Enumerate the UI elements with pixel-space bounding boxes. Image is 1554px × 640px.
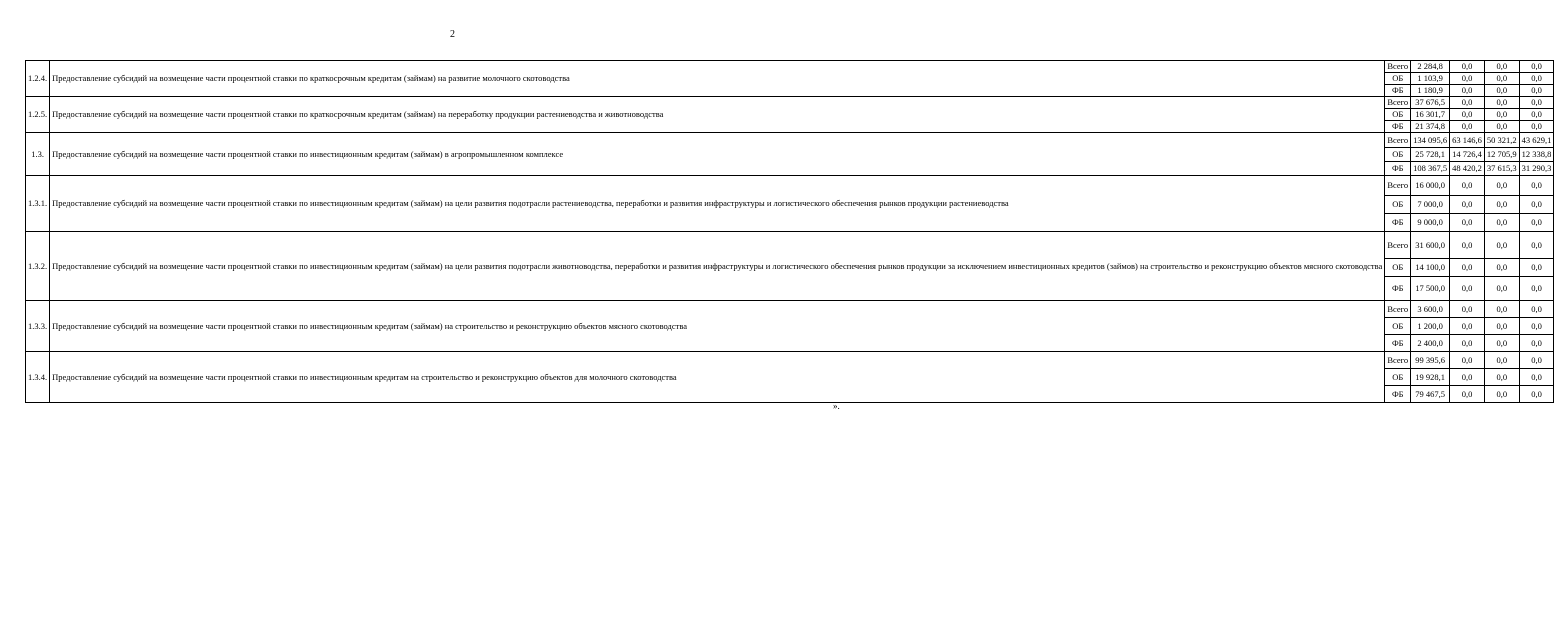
item-description: Предоставление субсидий на возмещение части процентной ставки по краткосрочным кредитам (займам) на развитие молочного скотоводства (50, 61, 1385, 97)
amount-year-3: 0,0 (1484, 176, 1519, 196)
amount-year-1: 19 928,1 (1411, 369, 1450, 386)
amount-year-3: 0,0 (1484, 121, 1519, 133)
funding-source: ОБ (1385, 369, 1411, 386)
amount-year-4: 0,0 (1519, 335, 1554, 352)
item-number: 1.2.5. (26, 97, 50, 133)
amount-year-4: 0,0 (1519, 196, 1554, 214)
amount-year-3: 0,0 (1484, 214, 1519, 232)
amount-year-3: 0,0 (1484, 318, 1519, 335)
funding-source: Всего (1385, 232, 1411, 259)
amount-year-1: 37 676,5 (1411, 97, 1450, 109)
funding-source: ФБ (1385, 85, 1411, 97)
amount-year-4: 0,0 (1519, 232, 1554, 259)
amount-year-2: 0,0 (1450, 214, 1485, 232)
amount-year-4: 0,0 (1519, 277, 1554, 301)
amount-year-3: 50 321,2 (1484, 133, 1519, 148)
amount-year-2: 0,0 (1450, 97, 1485, 109)
amount-year-2: 0,0 (1450, 109, 1485, 121)
amount-year-1: 9 000,0 (1411, 214, 1450, 232)
amount-year-1: 25 728,1 (1411, 148, 1450, 162)
amount-year-1: 16 301,7 (1411, 109, 1450, 121)
amount-year-4: 0,0 (1519, 97, 1554, 109)
amount-year-3: 0,0 (1484, 73, 1519, 85)
funding-source: ОБ (1385, 73, 1411, 85)
table-row (26, 97, 1554, 109)
amount-year-3: 0,0 (1484, 85, 1519, 97)
funding-source: ФБ (1385, 386, 1411, 403)
table-row (26, 133, 1554, 148)
amount-year-1: 17 500,0 (1411, 277, 1450, 301)
funding-source: Всего (1385, 97, 1411, 109)
amount-year-4: 0,0 (1519, 176, 1554, 196)
amount-year-4: 0,0 (1519, 369, 1554, 386)
funding-source: ФБ (1385, 162, 1411, 176)
amount-year-4: 0,0 (1519, 301, 1554, 318)
amount-year-3: 0,0 (1484, 335, 1519, 352)
amount-year-4: 31 290,3 (1519, 162, 1554, 176)
amount-year-3: 0,0 (1484, 277, 1519, 301)
amount-year-2: 0,0 (1450, 196, 1485, 214)
amount-year-2: 0,0 (1450, 232, 1485, 259)
closing-quote-mark: ». (833, 401, 840, 411)
funding-source: ФБ (1385, 277, 1411, 301)
amount-year-1: 7 000,0 (1411, 196, 1450, 214)
item-description: Предоставление субсидий на возмещение части процентной ставки по инвестиционным кредитам (займам) на строительство и реконструкцию объектов мясного скотоводства (50, 301, 1385, 352)
amount-year-2: 0,0 (1450, 259, 1485, 277)
funding-source: Всего (1385, 133, 1411, 148)
amount-year-1: 108 367,5 (1411, 162, 1450, 176)
amount-year-2: 48 420,2 (1450, 162, 1485, 176)
table-row (26, 61, 1554, 73)
amount-year-1: 3 600,0 (1411, 301, 1450, 318)
item-number: 1.3.3. (26, 301, 50, 352)
amount-year-1: 16 000,0 (1411, 176, 1450, 196)
amount-year-1: 1 103,9 (1411, 73, 1450, 85)
amount-year-2: 0,0 (1450, 369, 1485, 386)
funding-source: ОБ (1385, 148, 1411, 162)
item-number: 1.2.4. (26, 61, 50, 97)
amount-year-2: 0,0 (1450, 277, 1485, 301)
funding-source: Всего (1385, 301, 1411, 318)
funding-source: Всего (1385, 176, 1411, 196)
item-description: Предоставление субсидий на возмещение части процентной ставки по инвестиционным кредитам на строительство и реконструкцию объектов для молочного скотоводства (50, 352, 1385, 403)
amount-year-2: 0,0 (1450, 335, 1485, 352)
item-description: Предоставление субсидий на возмещение части процентной ставки по инвестиционным кредитам (займам) на цели развития подотрасли растениеводства, переработки и развития инфраструктуры и логистического обеспечения рынков продукции растениеводства (50, 176, 1385, 232)
amount-year-1: 1 200,0 (1411, 318, 1450, 335)
amount-year-4: 12 338,8 (1519, 148, 1554, 162)
amount-year-2: 0,0 (1450, 318, 1485, 335)
amount-year-4: 0,0 (1519, 352, 1554, 369)
table-row (26, 352, 1554, 369)
amount-year-2: 0,0 (1450, 61, 1485, 73)
amount-year-2: 0,0 (1450, 121, 1485, 133)
amount-year-4: 0,0 (1519, 109, 1554, 121)
amount-year-4: 0,0 (1519, 318, 1554, 335)
amount-year-4: 0,0 (1519, 85, 1554, 97)
amount-year-3: 0,0 (1484, 97, 1519, 109)
item-number: 1.3. (26, 133, 50, 176)
amount-year-3: 0,0 (1484, 232, 1519, 259)
amount-year-1: 2 400,0 (1411, 335, 1450, 352)
amount-year-4: 0,0 (1519, 61, 1554, 73)
table-row (26, 232, 1554, 259)
funding-source: ФБ (1385, 214, 1411, 232)
amount-year-4: 0,0 (1519, 259, 1554, 277)
amount-year-3: 0,0 (1484, 352, 1519, 369)
item-description: Предоставление субсидий на возмещение части процентной ставки по инвестиционным кредитам (займам) в агропромышленном комплексе (50, 133, 1385, 176)
item-number: 1.3.1. (26, 176, 50, 232)
funding-source: Всего (1385, 61, 1411, 73)
funding-source: ОБ (1385, 259, 1411, 277)
funding-source: ОБ (1385, 109, 1411, 121)
amount-year-3: 0,0 (1484, 259, 1519, 277)
amount-year-2: 0,0 (1450, 352, 1485, 369)
page-number: 2 (450, 29, 455, 40)
funding-source: ФБ (1385, 121, 1411, 133)
amount-year-2: 14 726,4 (1450, 148, 1485, 162)
amount-year-3: 0,0 (1484, 109, 1519, 121)
funding-source: ОБ (1385, 318, 1411, 335)
amount-year-3: 37 615,3 (1484, 162, 1519, 176)
amount-year-4: 0,0 (1519, 73, 1554, 85)
amount-year-4: 0,0 (1519, 214, 1554, 232)
amount-year-3: 0,0 (1484, 301, 1519, 318)
funding-source: ФБ (1385, 335, 1411, 352)
funding-source: ОБ (1385, 196, 1411, 214)
item-description: Предоставление субсидий на возмещение части процентной ставки по инвестиционным кредитам (займам) на цели развития подотрасли животноводства, переработки и развития инфраструктуры и логистического обеспечения рынков продукции за исключением инвестиционных кредитов (займов) на строительство и реконструкцию объектов мясного скотоводства (50, 232, 1385, 301)
amount-year-2: 0,0 (1450, 73, 1485, 85)
table-row (26, 176, 1554, 196)
amount-year-2: 63 146,6 (1450, 133, 1485, 148)
amount-year-2: 0,0 (1450, 386, 1485, 403)
amount-year-4: 0,0 (1519, 121, 1554, 133)
amount-year-1: 31 600,0 (1411, 232, 1450, 259)
item-number: 1.3.2. (26, 232, 50, 301)
amount-year-1: 79 467,5 (1411, 386, 1450, 403)
amount-year-2: 0,0 (1450, 301, 1485, 318)
amount-year-1: 14 100,0 (1411, 259, 1450, 277)
funding-source: Всего (1385, 352, 1411, 369)
amount-year-3: 0,0 (1484, 369, 1519, 386)
amount-year-1: 21 374,8 (1411, 121, 1450, 133)
amount-year-3: 0,0 (1484, 196, 1519, 214)
amount-year-1: 2 284,8 (1411, 61, 1450, 73)
subsidy-budget-table (25, 60, 1554, 403)
amount-year-2: 0,0 (1450, 85, 1485, 97)
item-description: Предоставление субсидий на возмещение части процентной ставки по краткосрочным кредитам (займам) на переработку продукции растениеводства и животноводства (50, 97, 1385, 133)
item-number: 1.3.4. (26, 352, 50, 403)
amount-year-3: 12 705,9 (1484, 148, 1519, 162)
amount-year-4: 43 629,1 (1519, 133, 1554, 148)
amount-year-3: 0,0 (1484, 386, 1519, 403)
amount-year-2: 0,0 (1450, 176, 1485, 196)
amount-year-1: 134 095,6 (1411, 133, 1450, 148)
amount-year-3: 0,0 (1484, 61, 1519, 73)
amount-year-1: 99 395,6 (1411, 352, 1450, 369)
table-row (26, 301, 1554, 318)
amount-year-4: 0,0 (1519, 386, 1554, 403)
amount-year-1: 1 180,9 (1411, 85, 1450, 97)
